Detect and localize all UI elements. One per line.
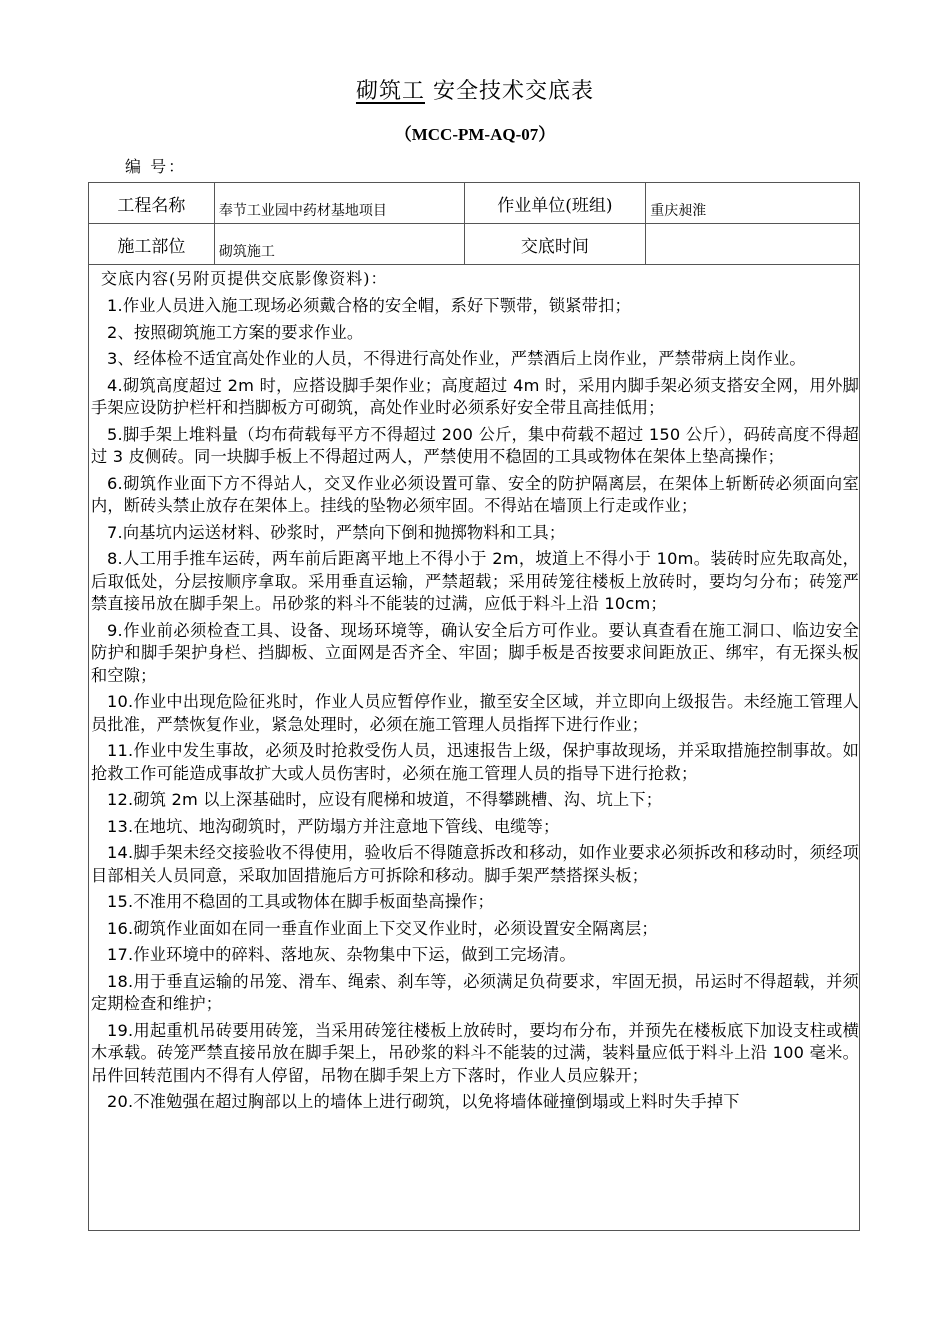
briefing-items <box>91 295 859 1118</box>
briefing-item: 7.向基坑内运送材料、砂浆时，严禁向下倒和抛掷物料和工具； <box>107 522 566 542</box>
briefing-item: 12.砌筑 2m 以上深基础时，应设有爬梯和坡道，不得攀跳槽、沟、坑上下； <box>107 790 663 809</box>
briefing-item: 15.不准用不稳固的工具或物体在脚手板面垫高操作； <box>107 892 494 911</box>
briefing-item: 5.脚手架上堆料量（均布荷载每平方不得超过 200 公斤，集中荷载不超过 150 公斤），码砖高度不得超过 3 皮侧砖。同一块脚手板上不得超过两人，严禁使用不稳固的工具或物体在架体上垫高操作； <box>91 424 859 466</box>
title-job: 砌筑工 <box>355 79 425 104</box>
title-rest: 安全技术交底表 <box>425 79 594 104</box>
document-title <box>0 74 950 105</box>
briefing-item: 8.人工用手推车运砖，两车前后距离平地上不得小于 2m，坡道上不得小于 10m。装砖时应先取高处，后取低处，分层按顺序拿取。采用垂直运输，严禁超载；采用砖笼往楼板上放砖时，要均匀分布；砖笼严禁直接吊放在脚手架上。吊砂浆的料斗不能装的过满，应低于料斗上沿 10cm； <box>91 549 859 613</box>
briefing-item: 19.用起重机吊砖要用砖笼，当采用砖笼往楼板上放砖时，要均布分布，并预先在楼板底下加设支柱或横木承载。砖笼严禁直接吊放在脚手架上，吊砂浆的料斗不能装的过满，装料量应低于料斗上沿 100 毫米。吊件回转范围内不得有人停留，吊物在脚手架上方下落时，作业人员应躲开； <box>91 1020 859 1085</box>
document-code: （MCC-PM-AQ-07） <box>394 125 556 144</box>
content-label: 交底内容(另附页提供交底影像资料)： <box>101 269 388 288</box>
briefing-item: 14.脚手架未经交接验收不得使用，验收后不得随意拆改和移动，如作业要求必须拆改和移动时，须经项目部相关人员同意，采取加固措施后方可拆除和移动。脚手架严禁搭探头板； <box>91 843 859 885</box>
briefing-item: 4.砌筑高度超过 2m 时，应搭设脚手架作业；高度超过 4m 时，采用内脚手架必须支搭安全网，用外脚手架应设防护栏杆和挡脚板方可砌筑，高处作业时必须系好安全带且高挂低用； <box>91 375 859 417</box>
briefing-item: 9.作业前必须检查工具、设备、现场环境等，确认安全后方可作业。要认真查看在施工洞口、临边安全防护和脚手架护身栏、挡脚板、立面网是否齐全、牢固；脚手板是否按要求间距放正、绑牢，有无探头板和空隙； <box>91 620 859 685</box>
briefing-item: 10.作业中出现危险征兆时，作业人员应暂停作业，撤至安全区域，并立即向上级报告。未经施工管理人员批准，严禁恢复作业，紧急处理时，必须在施工管理人员指挥下进行作业； <box>91 692 859 734</box>
briefing-item: 2、按照砌筑施工方案的要求作业。 <box>107 322 364 342</box>
work-unit-value[interactable]: 重庆昶淮 <box>646 183 860 224</box>
briefing-item: 20.不准勉强在超过胸部以上的墙体上进行砌筑，以免将墙体碰撞倒塌或上料时失手掉下 <box>107 1092 740 1111</box>
work-unit-label: 作业单位(班组) <box>464 183 646 224</box>
header-table <box>88 182 860 265</box>
project-name-value[interactable]: 奉节工业园中药材基地项目 <box>214 183 464 224</box>
briefing-time-label: 交底时间 <box>464 224 646 265</box>
header-row-1 <box>89 183 860 224</box>
project-name-label: 工程名称 <box>89 183 215 224</box>
briefing-item: 17.作业环境中的碎料、落地灰、杂物集中下运，做到工完场清。 <box>107 945 576 964</box>
construction-part-label: 施工部位 <box>89 224 215 265</box>
briefing-item: 13.在地坑、地沟砌筑时，严防塌方并注意地下管线、电缆等； <box>107 816 560 836</box>
briefing-item: 16.砌筑作业面如在同一垂直作业面上下交叉作业时，必须设置安全隔离层； <box>107 918 658 938</box>
construction-part-value[interactable]: 砌筑施工 <box>214 224 464 265</box>
briefing-item: 1.作业人员进入施工现场必须戴合格的安全帽，系好下颚带，锁紧带扣； <box>107 296 631 315</box>
serial-number-label: 编 号： <box>125 157 187 176</box>
briefing-item: 3、经体检不适宜高处作业的人员，不得进行高处作业，严禁酒后上岗作业，严禁带病上岗作业。 <box>107 349 806 368</box>
briefing-item: 6.砌筑作业面下方不得站人，交叉作业必须设置可靠、安全的防护隔离层，在架体上斩断砖必须面向室内，断砖头禁止放存在架体上。挂线的坠物必须牢固。不得站在墙顶上行走或作业； <box>91 473 859 515</box>
briefing-item: 11.作业中发生事故，必须及时抢救受伤人员，迅速报告上级，保护事故现场，并采取措施控制事故。如抢救工作可能造成事故扩大或人员伤害时，必须在施工管理人员的指导下进行抢救； <box>91 741 859 783</box>
briefing-content-box <box>88 258 860 1231</box>
briefing-item: 18.用于垂直运输的吊笼、滑车、绳索、刹车等，必须满足负荷要求，牢固无损，吊运时不得超载，并须定期检查和维护； <box>91 971 859 1013</box>
